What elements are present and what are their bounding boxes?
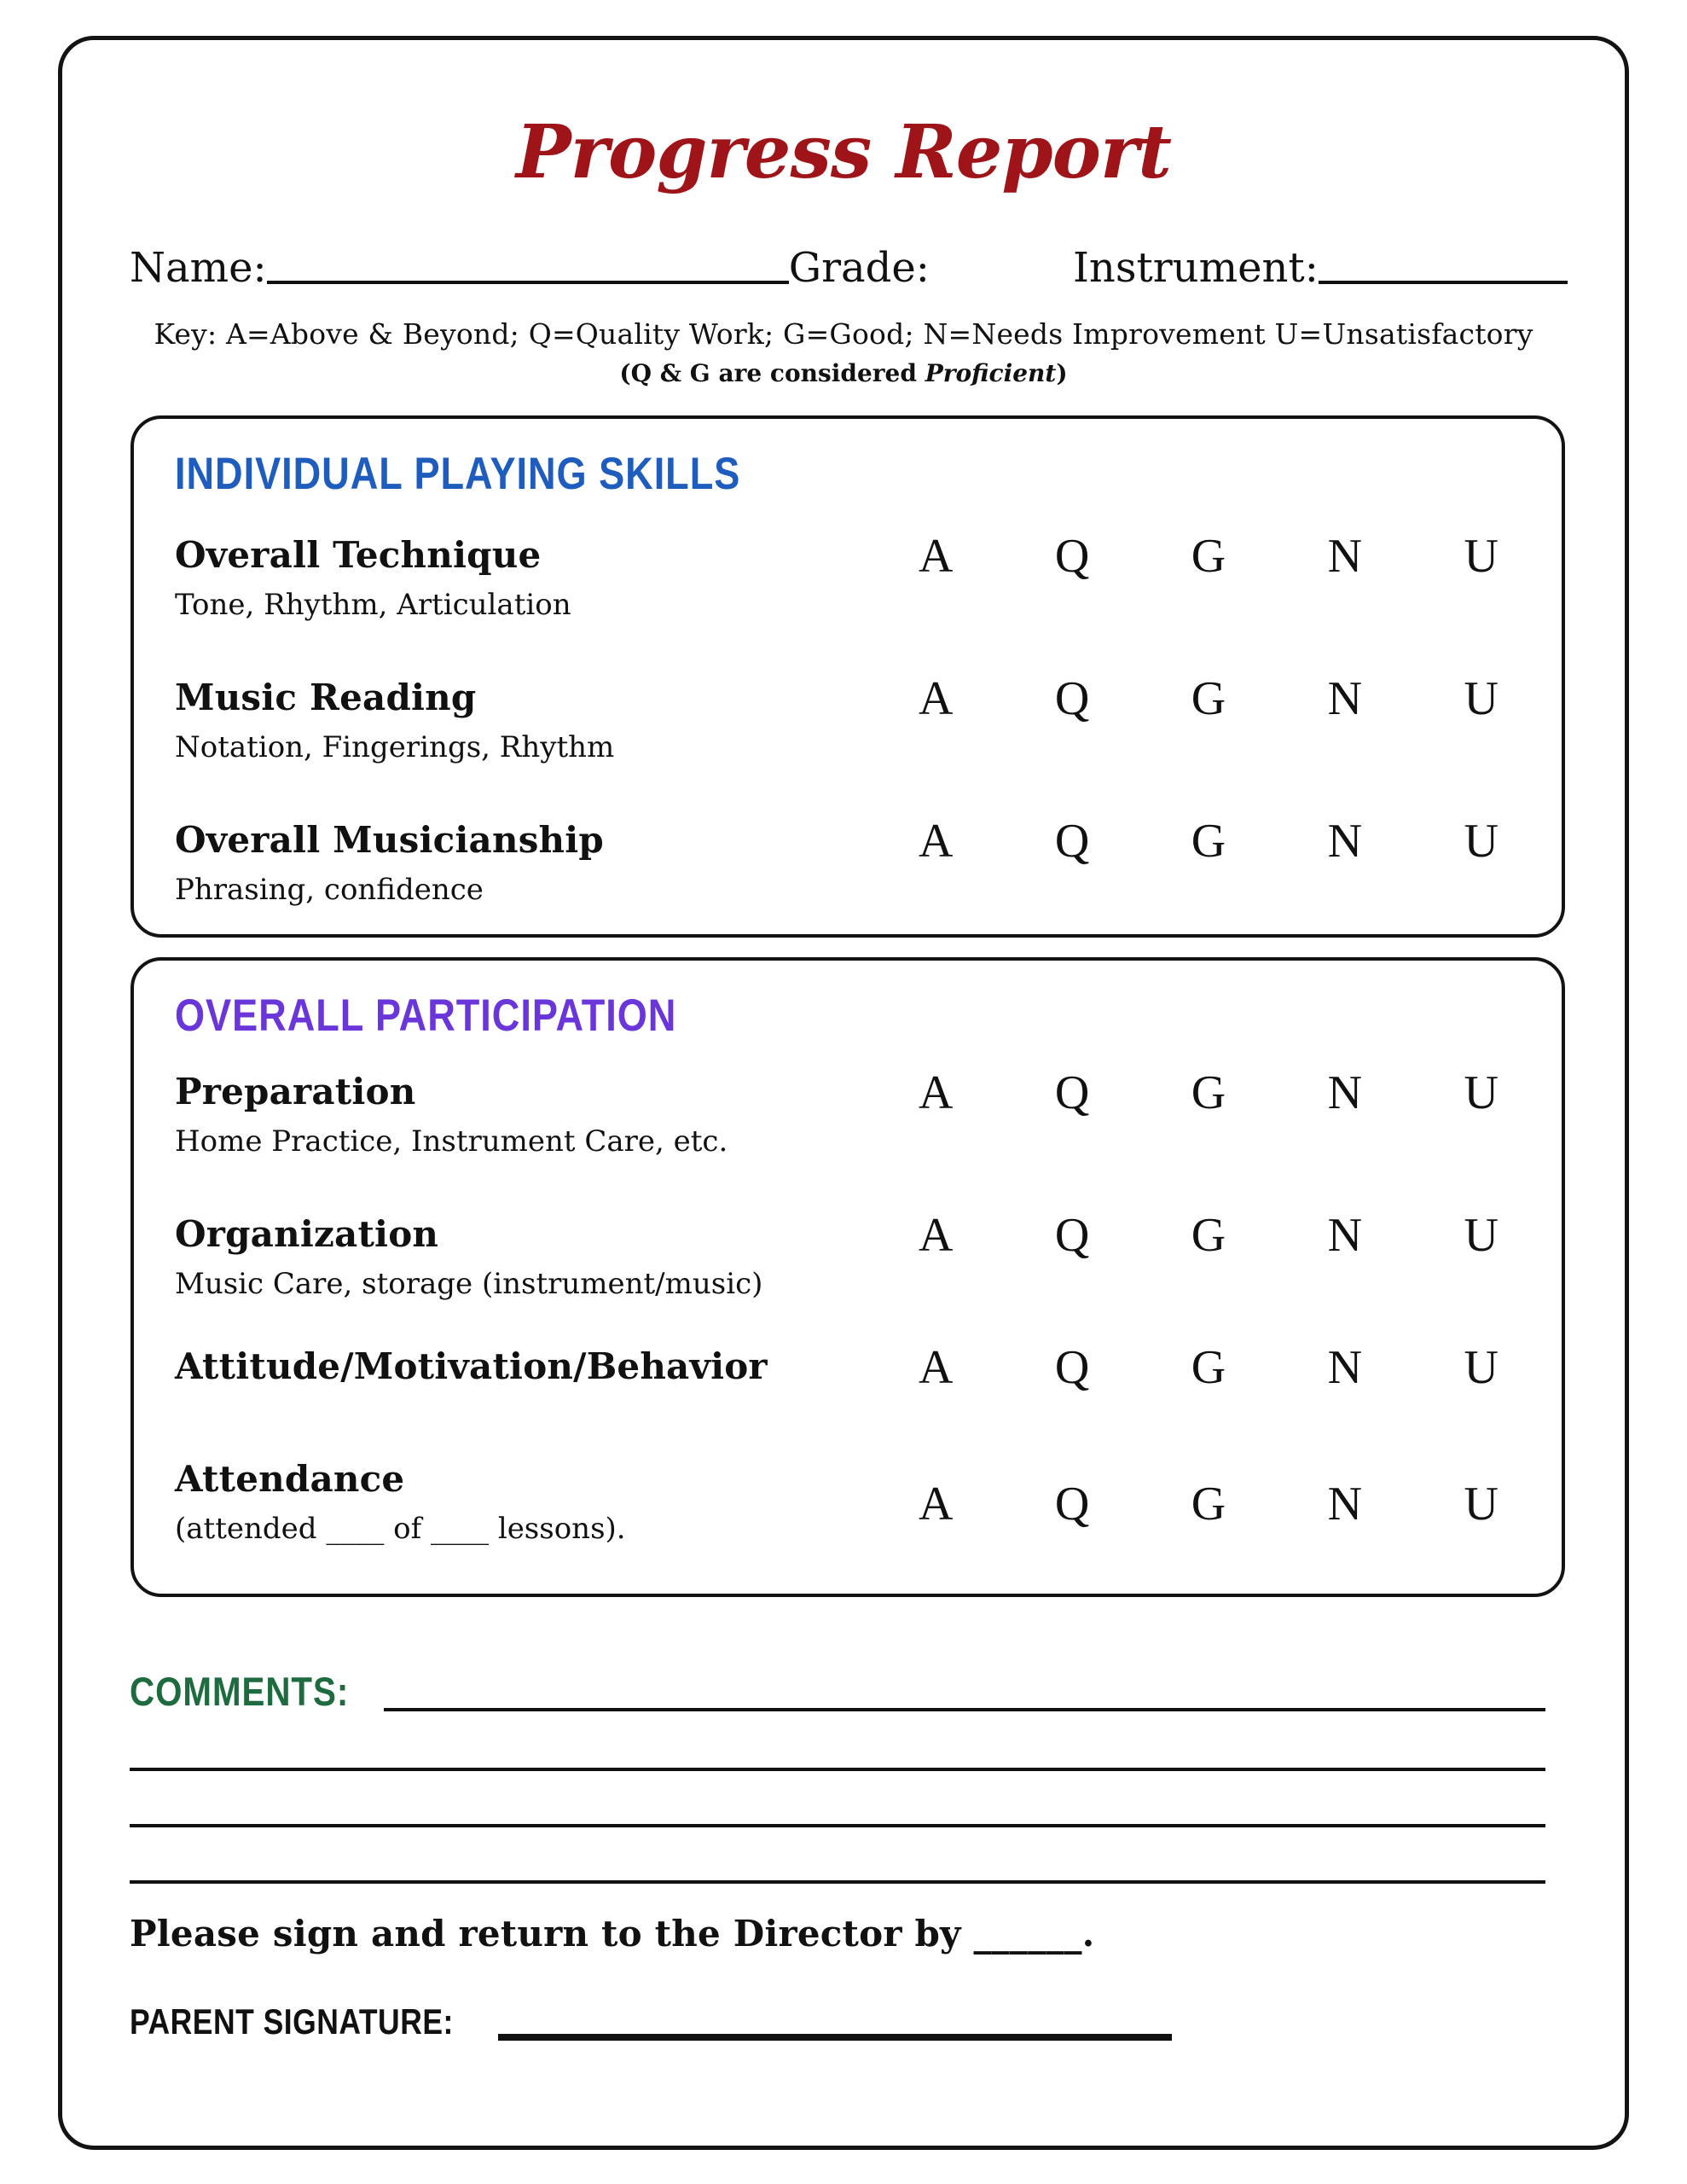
rating-option-a[interactable]: A [919,530,954,583]
skill-labels [175,1458,919,1546]
rating-option-n[interactable]: N [1327,815,1363,868]
rating-option-u[interactable]: U [1464,1478,1499,1531]
rating-option-g[interactable]: G [1191,530,1226,583]
comments-line-2[interactable] [130,1715,1545,1771]
header-fields-row [130,246,1568,291]
rating-option-q[interactable]: Q [1054,1478,1090,1531]
skill-sublabel: Phrasing, confidence [175,873,484,907]
rating-options [919,1208,1521,1263]
comments-section [130,1669,1545,1884]
rating-option-n[interactable]: N [1327,1209,1363,1262]
parent-signature-field[interactable] [498,2034,1172,2041]
rating-option-g[interactable]: G [1191,815,1226,868]
rating-option-u[interactable]: U [1464,1341,1499,1394]
rating-key-line2-prefix: (Q & G are considered [619,359,925,387]
rating-option-a[interactable]: A [919,672,954,725]
name-field[interactable] [267,281,789,284]
rating-option-n[interactable]: N [1327,1341,1363,1394]
rating-option-u[interactable]: U [1464,815,1499,868]
name-label: Name: [130,244,267,292]
rating-key-proficient: Proficient [925,359,1057,387]
skill-sublabel: Notation, Fingerings, Rhythm [175,730,615,764]
rating-options [919,529,1521,584]
rating-option-n[interactable]: N [1327,1478,1363,1531]
parent-signature-label: PARENT SIGNATURE: [130,2001,454,2042]
rating-option-q[interactable]: Q [1054,1209,1090,1262]
instrument-label: Instrument: [1072,244,1319,292]
rating-key-line2 [0,359,1687,387]
skill-label: Attendance [175,1458,405,1500]
rating-option-u[interactable]: U [1464,1209,1499,1262]
skill-row-attendance [175,1458,1521,1546]
sign-instruction: Please sign and return to the Director by ______. [130,1913,1095,1955]
skill-sublabel: Home Practice, Instrument Care, etc. [175,1124,728,1159]
parent-signature-row [130,2001,1172,2042]
rating-option-q[interactable]: Q [1054,1341,1090,1394]
rating-option-a[interactable]: A [919,815,954,868]
rating-option-a[interactable]: A [919,1066,954,1119]
skill-row-overall-musicianship [175,815,1521,907]
rating-option-q[interactable]: Q [1054,1066,1090,1119]
rating-options [919,1066,1521,1120]
page-title: Progress Report [516,109,1171,195]
rating-option-g[interactable]: G [1191,1066,1226,1119]
section-title-individual-playing-skills: INDIVIDUAL PLAYING SKILLS [175,447,741,499]
skill-row-preparation [175,1066,1521,1159]
rating-option-q[interactable]: Q [1054,815,1090,868]
skill-label: Overall Technique [175,534,542,576]
instrument-field[interactable] [1319,281,1568,284]
rating-option-q[interactable]: Q [1054,672,1090,725]
skill-labels [175,534,919,622]
skill-row-overall-technique [175,530,1521,622]
grade-label: Grade: [788,244,930,292]
rating-option-a[interactable]: A [919,1209,954,1262]
rating-key-line1: Key: A=Above & Beyond; Q=Quality Work; G=Good; N=Needs Improvement U=Unsatisfactory [154,317,1533,351]
rating-options [919,814,1521,868]
rating-option-g[interactable]: G [1191,1478,1226,1531]
rating-option-g[interactable]: G [1191,672,1226,725]
rating-option-u[interactable]: U [1464,530,1499,583]
rating-key-line2-suffix: ) [1056,359,1068,387]
skill-labels [175,819,919,907]
skill-row-music-reading [175,672,1521,764]
section-individual-playing-skills [130,415,1565,938]
rating-option-a[interactable]: A [919,1478,954,1531]
rating-option-n[interactable]: N [1327,530,1363,583]
skill-labels [175,677,919,764]
skill-label: Overall Musicianship [175,819,604,861]
rating-options [919,1340,1521,1395]
rating-option-n[interactable]: N [1327,1066,1363,1119]
skill-labels [175,1071,919,1159]
comments-line-3[interactable] [130,1771,1545,1827]
comments-line-1[interactable] [384,1708,1545,1711]
skill-sublabel: Tone, Rhythm, Articulation [175,588,571,622]
skill-label: Attitude/Motivation/Behavior [175,1345,768,1387]
comments-header [130,1669,1545,1715]
skill-row-organization [175,1209,1521,1301]
skill-row-attitude-motivation-behavior [175,1341,1521,1395]
rating-option-g[interactable]: G [1191,1341,1226,1394]
rating-option-u[interactable]: U [1464,672,1499,725]
skill-labels [175,1345,919,1387]
skill-sublabel: (attended ____ of ____ lessons). [175,1512,626,1546]
section-title-overall-participation: OVERALL PARTICIPATION [175,989,677,1041]
rating-option-n[interactable]: N [1327,672,1363,725]
skill-label: Preparation [175,1071,416,1112]
skill-label: Music Reading [175,677,477,718]
section-overall-participation [130,957,1565,1597]
skill-label: Organization [175,1213,439,1255]
rating-option-g[interactable]: G [1191,1209,1226,1262]
rating-option-u[interactable]: U [1464,1066,1499,1119]
skill-sublabel: Music Care, storage (instrument/music) [175,1267,763,1301]
rating-key [0,317,1687,387]
rating-option-a[interactable]: A [919,1341,954,1394]
skill-labels [175,1213,919,1301]
comments-label: COMMENTS: [130,1669,350,1714]
comments-line-4[interactable] [130,1827,1545,1884]
rating-options [919,671,1521,726]
rating-option-q[interactable]: Q [1054,530,1090,583]
rating-options [919,1477,1521,1531]
